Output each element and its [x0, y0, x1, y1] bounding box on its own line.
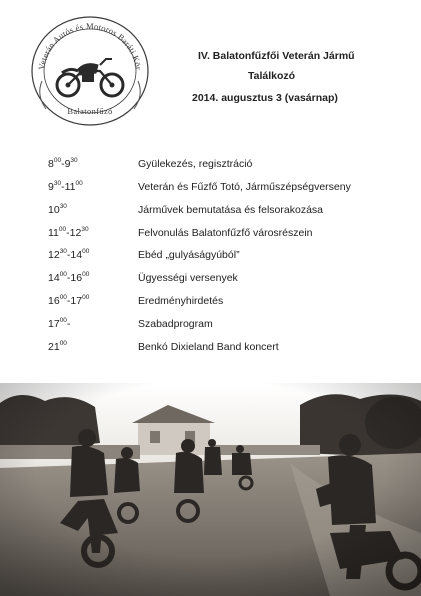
logo-arc-text: Veterán Autós és Motoros Baráti Kör: [36, 20, 144, 71]
schedule-row: [0, 295, 421, 315]
schedule-row: [0, 204, 421, 224]
parade-photo-graphic: [0, 383, 421, 596]
schedule-event: Ebéd „gulyáságyúból”: [138, 249, 240, 261]
event-date: 2014. augusztus 3 (vasárnap): [192, 92, 338, 104]
schedule-row: [0, 227, 421, 247]
schedule-row: [0, 318, 421, 338]
schedule-time: $14^{00}-16^{00}$: [48, 271, 90, 284]
schedule-event: Benkó Dixieland Band koncert: [138, 341, 279, 353]
club-logo: [26, 9, 154, 127]
logo-bottom-text: Balatonfűző: [67, 107, 113, 116]
svg-text:Veterán Autós és Motoros Barát: [36, 21, 143, 71]
schedule-time: $10^{30}$: [48, 203, 67, 216]
event-subtitle: Találkozó: [248, 70, 296, 82]
schedule-event: Járművek bemutatása és felsorakozása: [138, 204, 324, 216]
club-logo-graphic: [26, 9, 154, 127]
schedule-time: $16^{00}-17^{00}$: [48, 294, 90, 307]
schedule-event: Ügyességi versenyek: [138, 272, 238, 284]
schedule-time: $11^{00}-12^{30}$: [48, 226, 89, 239]
schedule-time: $12^{30}-14^{00}$: [48, 248, 90, 261]
event-title: IV. Balatonfűzfői Veterán Jármű: [198, 50, 355, 62]
schedule-event: Veterán és Fűzfő Totó, Járműszépségverseny: [138, 181, 351, 193]
schedule-row: [0, 249, 421, 269]
motorcycle-icon: [57, 59, 123, 96]
schedule-time: $17^{00}-$: [48, 317, 71, 330]
schedule-time: $9^{30}-11^{00}$: [48, 180, 83, 193]
schedule-event: Felvonulás Balatonfűzfő városrészein: [138, 227, 313, 239]
schedule-row: [0, 158, 421, 178]
motorcycle-parade-photo: [0, 383, 421, 596]
schedule-time: $21^{00}$: [48, 340, 67, 353]
schedule-event: Gyülekezés, regisztráció: [138, 158, 253, 170]
schedule-event: Szabadprogram: [138, 318, 213, 330]
schedule-row: [0, 341, 421, 361]
schedule-row: [0, 181, 421, 201]
schedule-event: Eredményhirdetés: [138, 295, 224, 307]
schedule-time: $8^{00}-9^{30}$: [48, 157, 78, 170]
schedule-row: [0, 272, 421, 292]
